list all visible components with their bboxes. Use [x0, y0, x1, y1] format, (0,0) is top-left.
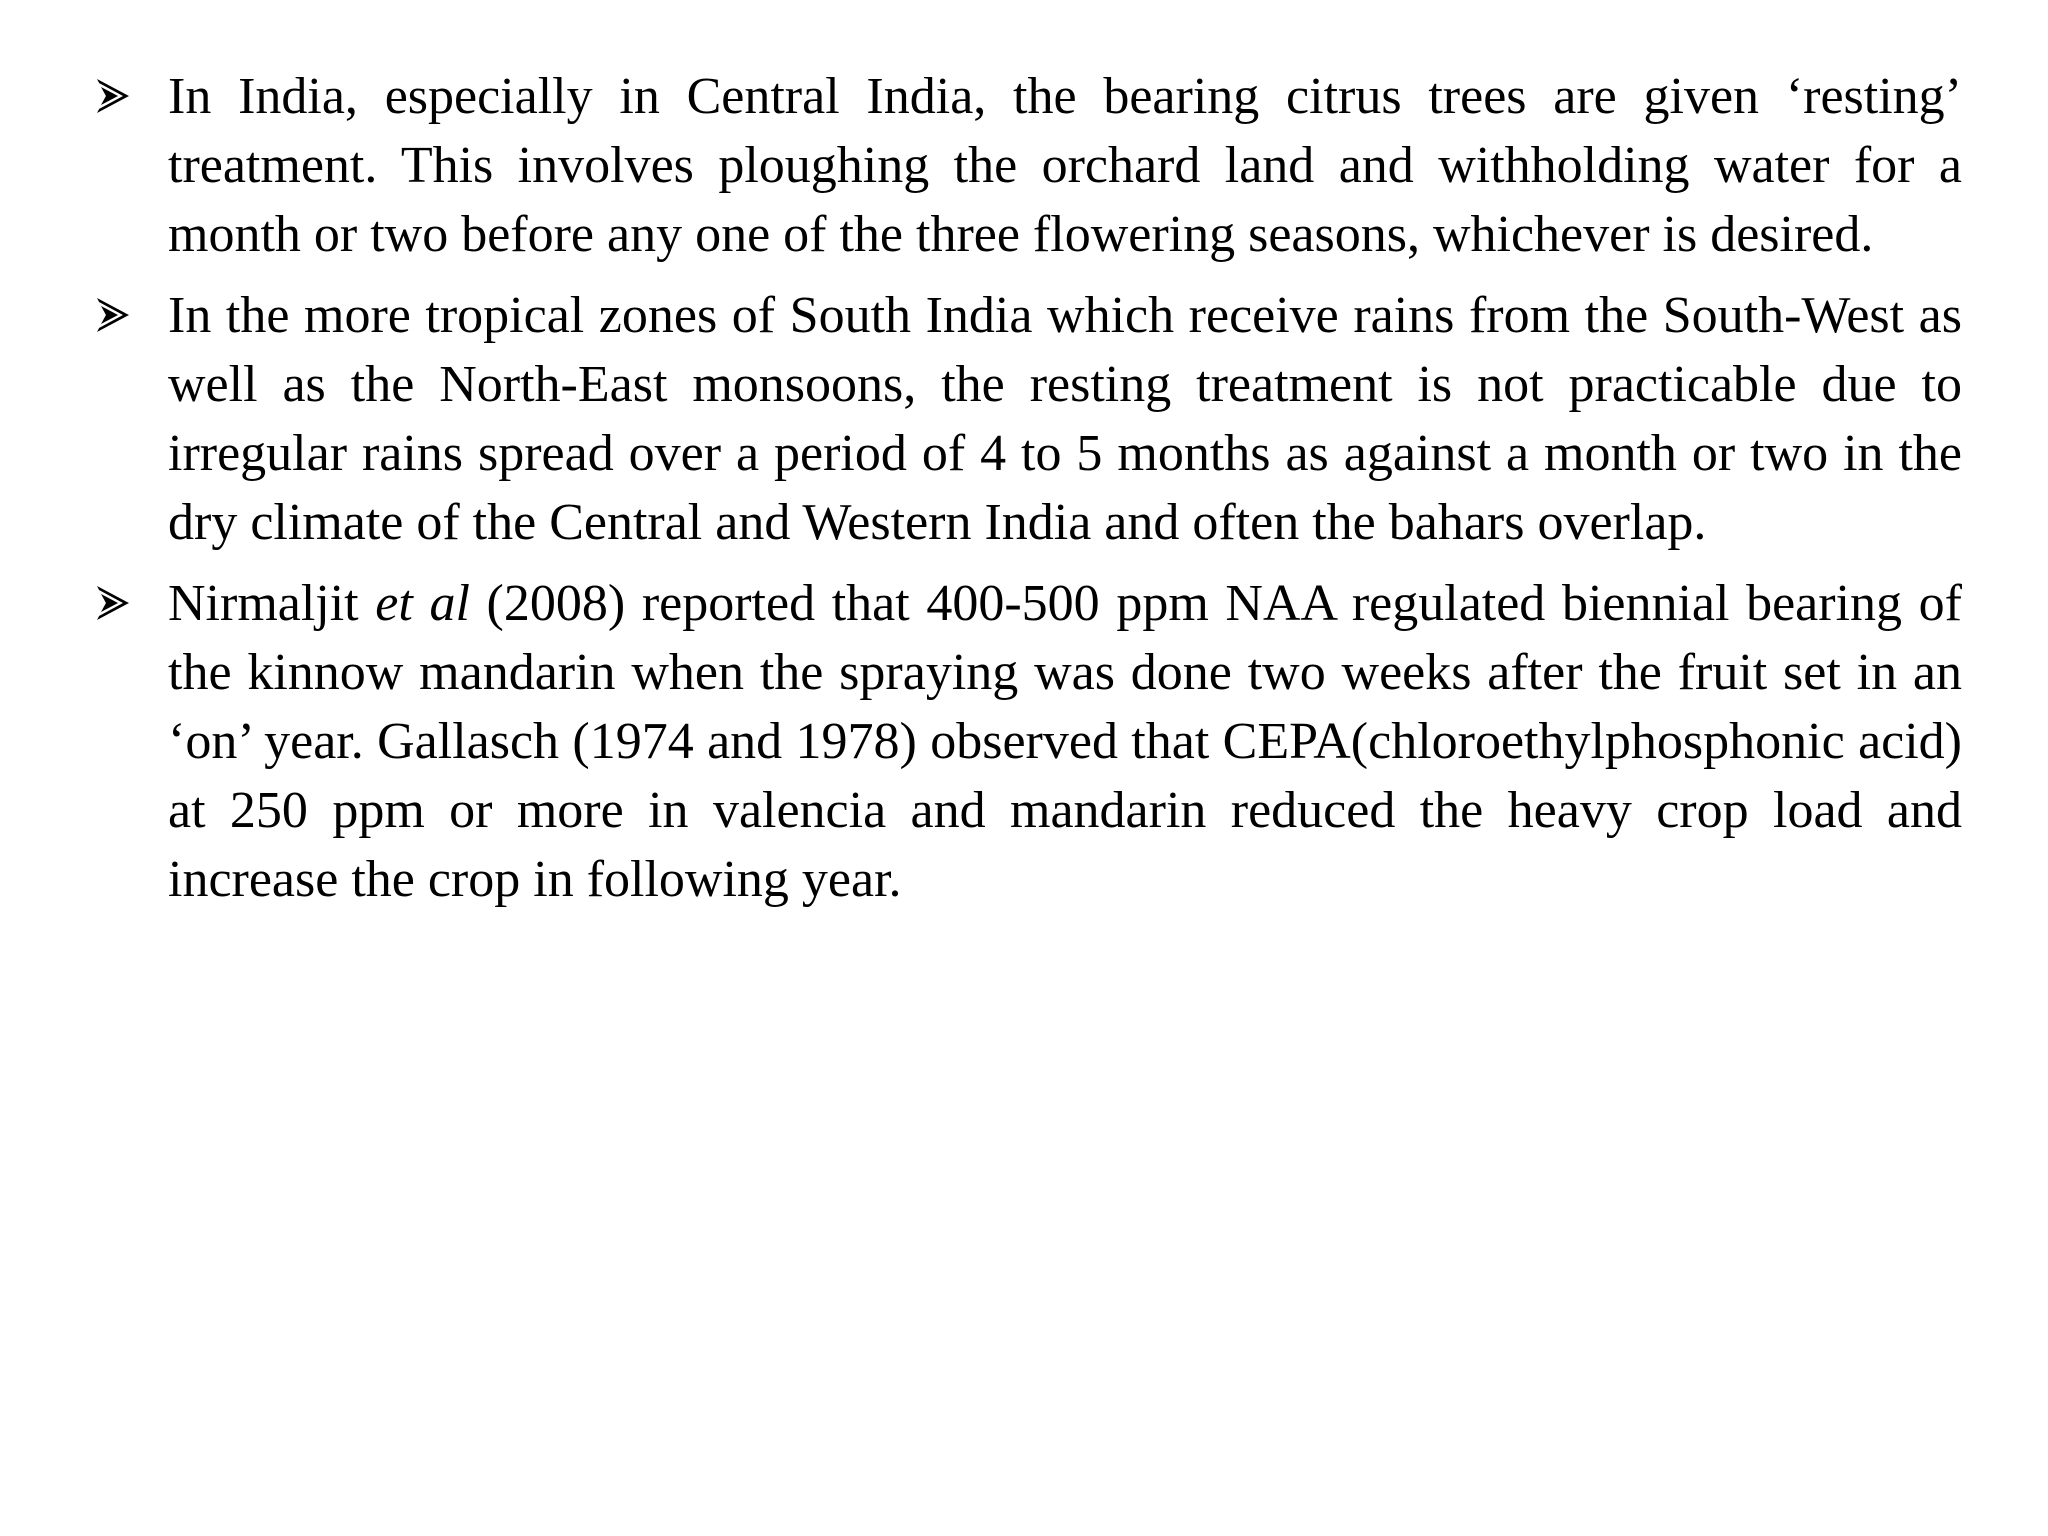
bullet-text-before-italic: Nirmaljit [168, 575, 376, 632]
bullet-text-after-italic: (2008) reported that 400-500 ppm NAA regulated biennial bearing of the kinnow mandarin when the spraying was done two weeks after the fruit set in an ‘on’ year. Gallasch (1974 and 1978) observed that CEPA(chloroethylphosphonic acid) at 250 ppm or more in valencia and mandarin reduced the heavy crop load and increase the crop in following year. [168, 575, 1962, 908]
bullet-item-nirmaljit [96, 569, 1962, 914]
bullet-text: In the more tropical zones of South India which receive rains from the South-West as well as the North-East monsoons, the resting treatment is not practicable due to irregular rains spread over a period of 4 to 5 months as against a month or two in the dry climate of the Central and Western India and often the bahars overlap. [168, 287, 1962, 551]
arrowhead-bullet-icon [96, 297, 130, 333]
bullet-list [96, 62, 1962, 926]
bullet-text: In India, especially in Central India, the bearing citrus trees are given ‘resting’ treatment. This involves ploughing the orchard land and withholding water for a month or two before any one of the three flowering seasons, whichever is desired. [168, 68, 1962, 263]
bullet-item-resting-treatment [96, 62, 1962, 269]
bullet-text-italic: et al [375, 575, 470, 632]
arrowhead-bullet-icon [96, 585, 130, 621]
arrowhead-bullet-icon [96, 78, 130, 114]
bullet-item-south-india [96, 281, 1962, 557]
